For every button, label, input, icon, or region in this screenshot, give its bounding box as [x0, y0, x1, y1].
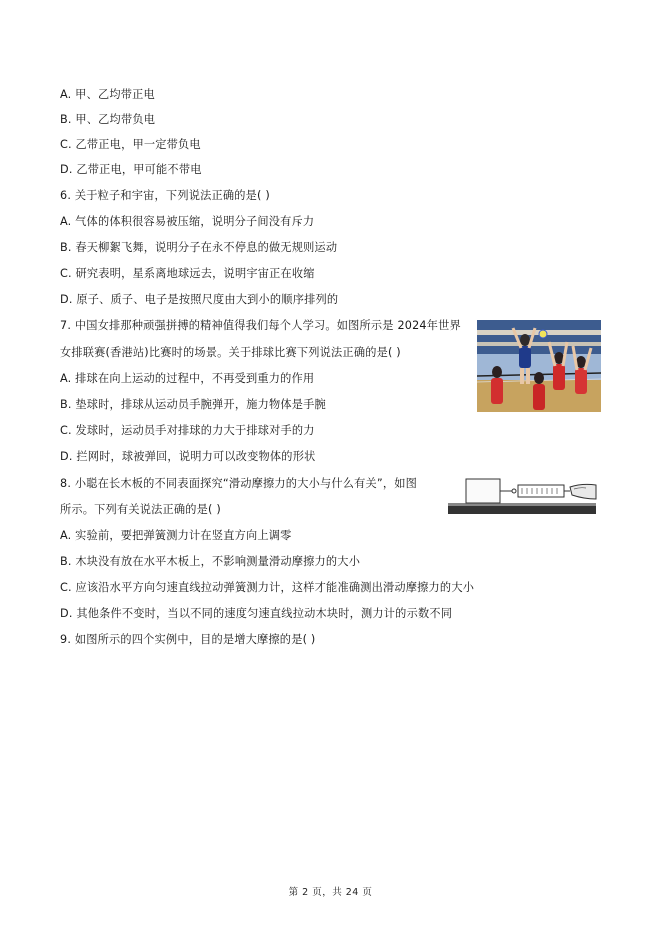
q5-option-c: C. 乙带正电，甲一定带负电: [60, 138, 201, 151]
q7-stem-line2: 女排联赛(香港站)比赛时的场景。关于排球比赛下列说法正确的是( ): [60, 346, 401, 359]
q8-option-d: D. 其他条件不变时，当以不同的速度匀速直线拉动木块时，测力计的示数不同: [60, 607, 453, 620]
q8-stem-line2: 所示。下列有关说法正确的是( ): [60, 503, 221, 516]
friction-experiment-figure: [446, 473, 600, 517]
page-number: 第 2 页，共 24 页: [288, 887, 373, 898]
q9-stem: 9. 如图所示的四个实例中，目的是增大摩擦的是( ): [60, 633, 316, 646]
q6-stem: 6. 关于粒子和宇宙，下列说法正确的是( ): [60, 189, 270, 202]
q8-option-c: C. 应该沿水平方向匀速直线拉动弹簧测力计，这样才能准确测出滑动摩擦力的大小: [60, 581, 475, 594]
q8-option-a: A. 实验前，要把弹簧测力计在竖直方向上调零: [60, 529, 292, 542]
q8-option-b: B. 木块没有放在水平木板上，不影响测量滑动摩擦力的大小: [60, 555, 361, 568]
q7-option-d: D. 拦网时，球被弹回，说明力可以改变物体的形状: [60, 450, 316, 463]
q8-stem-line1: 8. 小聪在长木板的不同表面探究“滑动摩擦力的大小与什么有关”，如图: [60, 477, 418, 490]
q6-option-a: A. 气体的体积很容易被压缩，说明分子间没有斥力: [60, 215, 315, 228]
q7-option-b: B. 垫球时，排球从运动员手腕弹开，施力物体是手腕: [60, 398, 326, 411]
q6-option-d: D. 原子、质子、电子是按照尺度由大到小的顺序排列的: [60, 293, 339, 306]
volleyball-photo: [477, 320, 601, 412]
q6-option-c: C. 研究表明，星系离地球远去，说明宇宙正在收缩: [60, 267, 315, 280]
q5-option-a: A. 甲、乙均带正电: [60, 88, 155, 101]
q6-option-b: B. 春天柳絮飞舞，说明分子在永不停息的做无规则运动: [60, 241, 338, 254]
q7-option-c: C. 发球时，运动员手对排球的力大于排球对手的力: [60, 424, 315, 437]
q5-option-d: D. 乙带正电，甲可能不带电: [60, 163, 202, 176]
q5-option-b: B. 甲、乙均带负电: [60, 113, 156, 126]
q7-option-a: A. 排球在向上运动的过程中，不再受到重力的作用: [60, 372, 315, 385]
q7-stem-line1: 7. 中国女排那种顽强拼搏的精神值得我们每个人学习。如图所示是 2024年世界: [60, 319, 461, 332]
